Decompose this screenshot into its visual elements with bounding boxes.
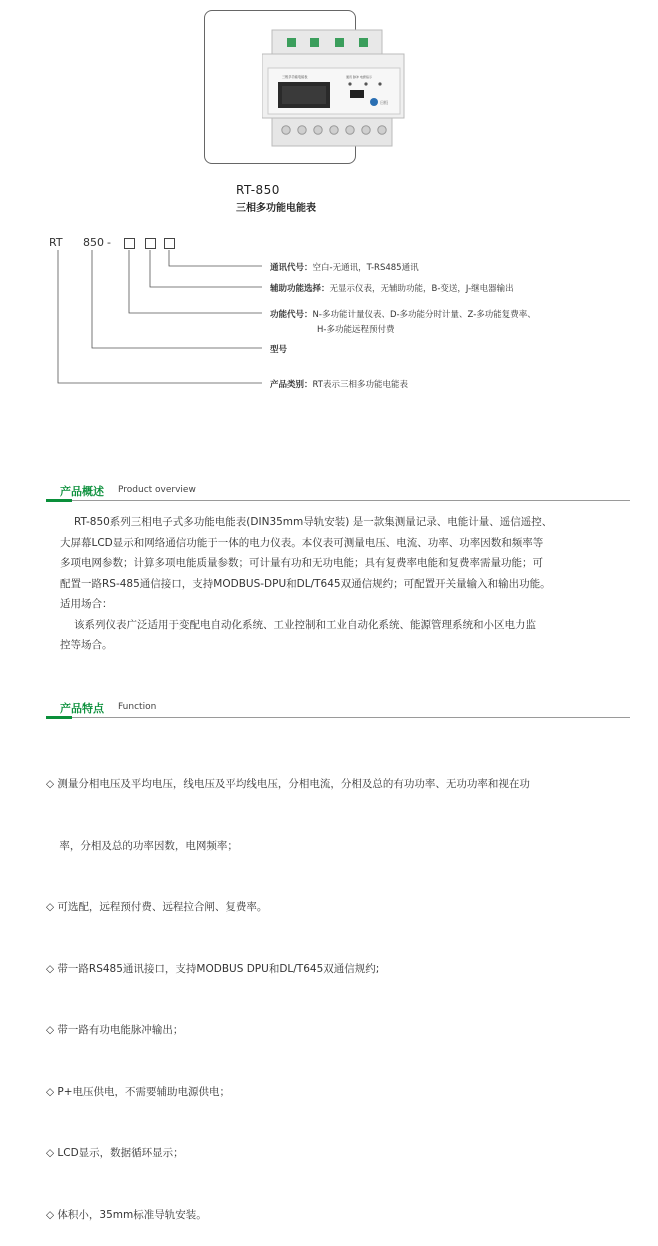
legend-function-text2: H-多功能远程预付费 — [317, 325, 395, 335]
code-leader-lines — [0, 0, 658, 400]
overview-body — [60, 512, 635, 656]
feature-item: ◇ 测量分相电压及平均电压，线电压及平均线电压，分相电流，分相及总的有功功率、无功功率和视在功 — [46, 778, 530, 790]
legend-comm — [270, 261, 419, 273]
legend-auxiliary-key: 辅助功能选择： — [270, 284, 330, 294]
code-prefix: RT — [49, 236, 63, 249]
feature-item: ◇ 带一路RS485通讯接口，支持MODBUS DPU和DL/T645双通信规约; — [46, 962, 380, 975]
meter-panel-label: 三相多功能电能表 — [282, 75, 308, 79]
legend-function — [270, 308, 536, 320]
legend-model — [270, 343, 287, 355]
overview-line: 配置一路RS-485通信接口，支持MODBUS-DPU和DL/T645双通信规约；可配置开关量输入和输出功能。 — [60, 577, 551, 590]
function-divider-accent — [46, 716, 72, 719]
overview-title-en: Product overview — [118, 485, 196, 495]
legend-model-key: 型号 — [270, 345, 288, 355]
overview-divider — [46, 500, 630, 501]
function-title-en: Function — [118, 702, 157, 712]
feature-item: 率，分相及总的功率因数，电网频率； — [46, 839, 238, 852]
meter-logo-text: 日恒 — [380, 100, 388, 105]
overview-line: 大屏幕LCD显示和网络通信功能于一体的电力仪表。本仪表可测量电压、电流、功率、功率因数和频率等 — [60, 536, 544, 549]
legend-function-text: N-多功能计量仪表、D-多功能分时计量、Z-多功能复费率、 — [312, 310, 536, 320]
legend-function-key: 功能代号： — [270, 310, 313, 320]
overview-line: 适用场合： — [60, 598, 113, 610]
feature-item: ◇ 体积小，35mm标准导轨安装。 — [46, 1208, 207, 1221]
legend-category-key: 产品类别： — [270, 380, 313, 390]
feature-item: ◇ P+电压供电，不需要辅助电源供电； — [46, 1085, 231, 1098]
function-list — [46, 733, 636, 1246]
legend-category-text: RT表示三相多功能电能表 — [312, 380, 408, 390]
feature-item: ◇ 带一路有功电能脉冲输出； — [46, 1024, 184, 1036]
overview-divider-accent — [46, 499, 72, 502]
model-title: RT-850 — [236, 183, 280, 197]
legend-auxiliary — [270, 282, 514, 294]
meter-indicator-label: 通讯 脉冲 电源指示 — [346, 75, 372, 79]
legend-category — [270, 378, 408, 390]
code-dash: - — [107, 236, 111, 249]
feature-item: ◇ 可选配，远程预付费、远程拉合闸、复费率。 — [46, 901, 268, 913]
legend-auxiliary-text: 无显示仪表，无辅助功能，B-变送，J-继电器输出 — [329, 284, 514, 294]
model-subtitle: 三相多功能电能表 — [236, 203, 316, 214]
function-divider — [46, 717, 630, 718]
feature-item: ◇ LCD显示，数据循环显示； — [46, 1147, 184, 1159]
overview-line: 该系列仪表广泛适用于变配电自动化系统、工业控制和工业自动化系统、能源管理系统和小区电力监 — [74, 618, 536, 631]
overview-title: 产品概述 — [60, 485, 104, 498]
legend-comm-text: 空白-无通讯，T-RS485通讯 — [312, 263, 419, 273]
overview-line: 多项电网参数；计算多项电能质量参数；可计量有功和无功电能；具有复费率电能和复费率需量功能；可 — [60, 557, 543, 569]
function-title: 产品特点 — [60, 702, 104, 715]
code-model: 850 — [83, 236, 104, 249]
legend-comm-key: 通讯代号： — [270, 263, 313, 273]
overview-line: 控等场合。 — [60, 639, 113, 651]
overview-line: RT-850系列三相电子式多功能电能表(DIN35mm导轨安装) 是一款集测量记录、电能计量、遥信遥控、 — [74, 516, 553, 528]
